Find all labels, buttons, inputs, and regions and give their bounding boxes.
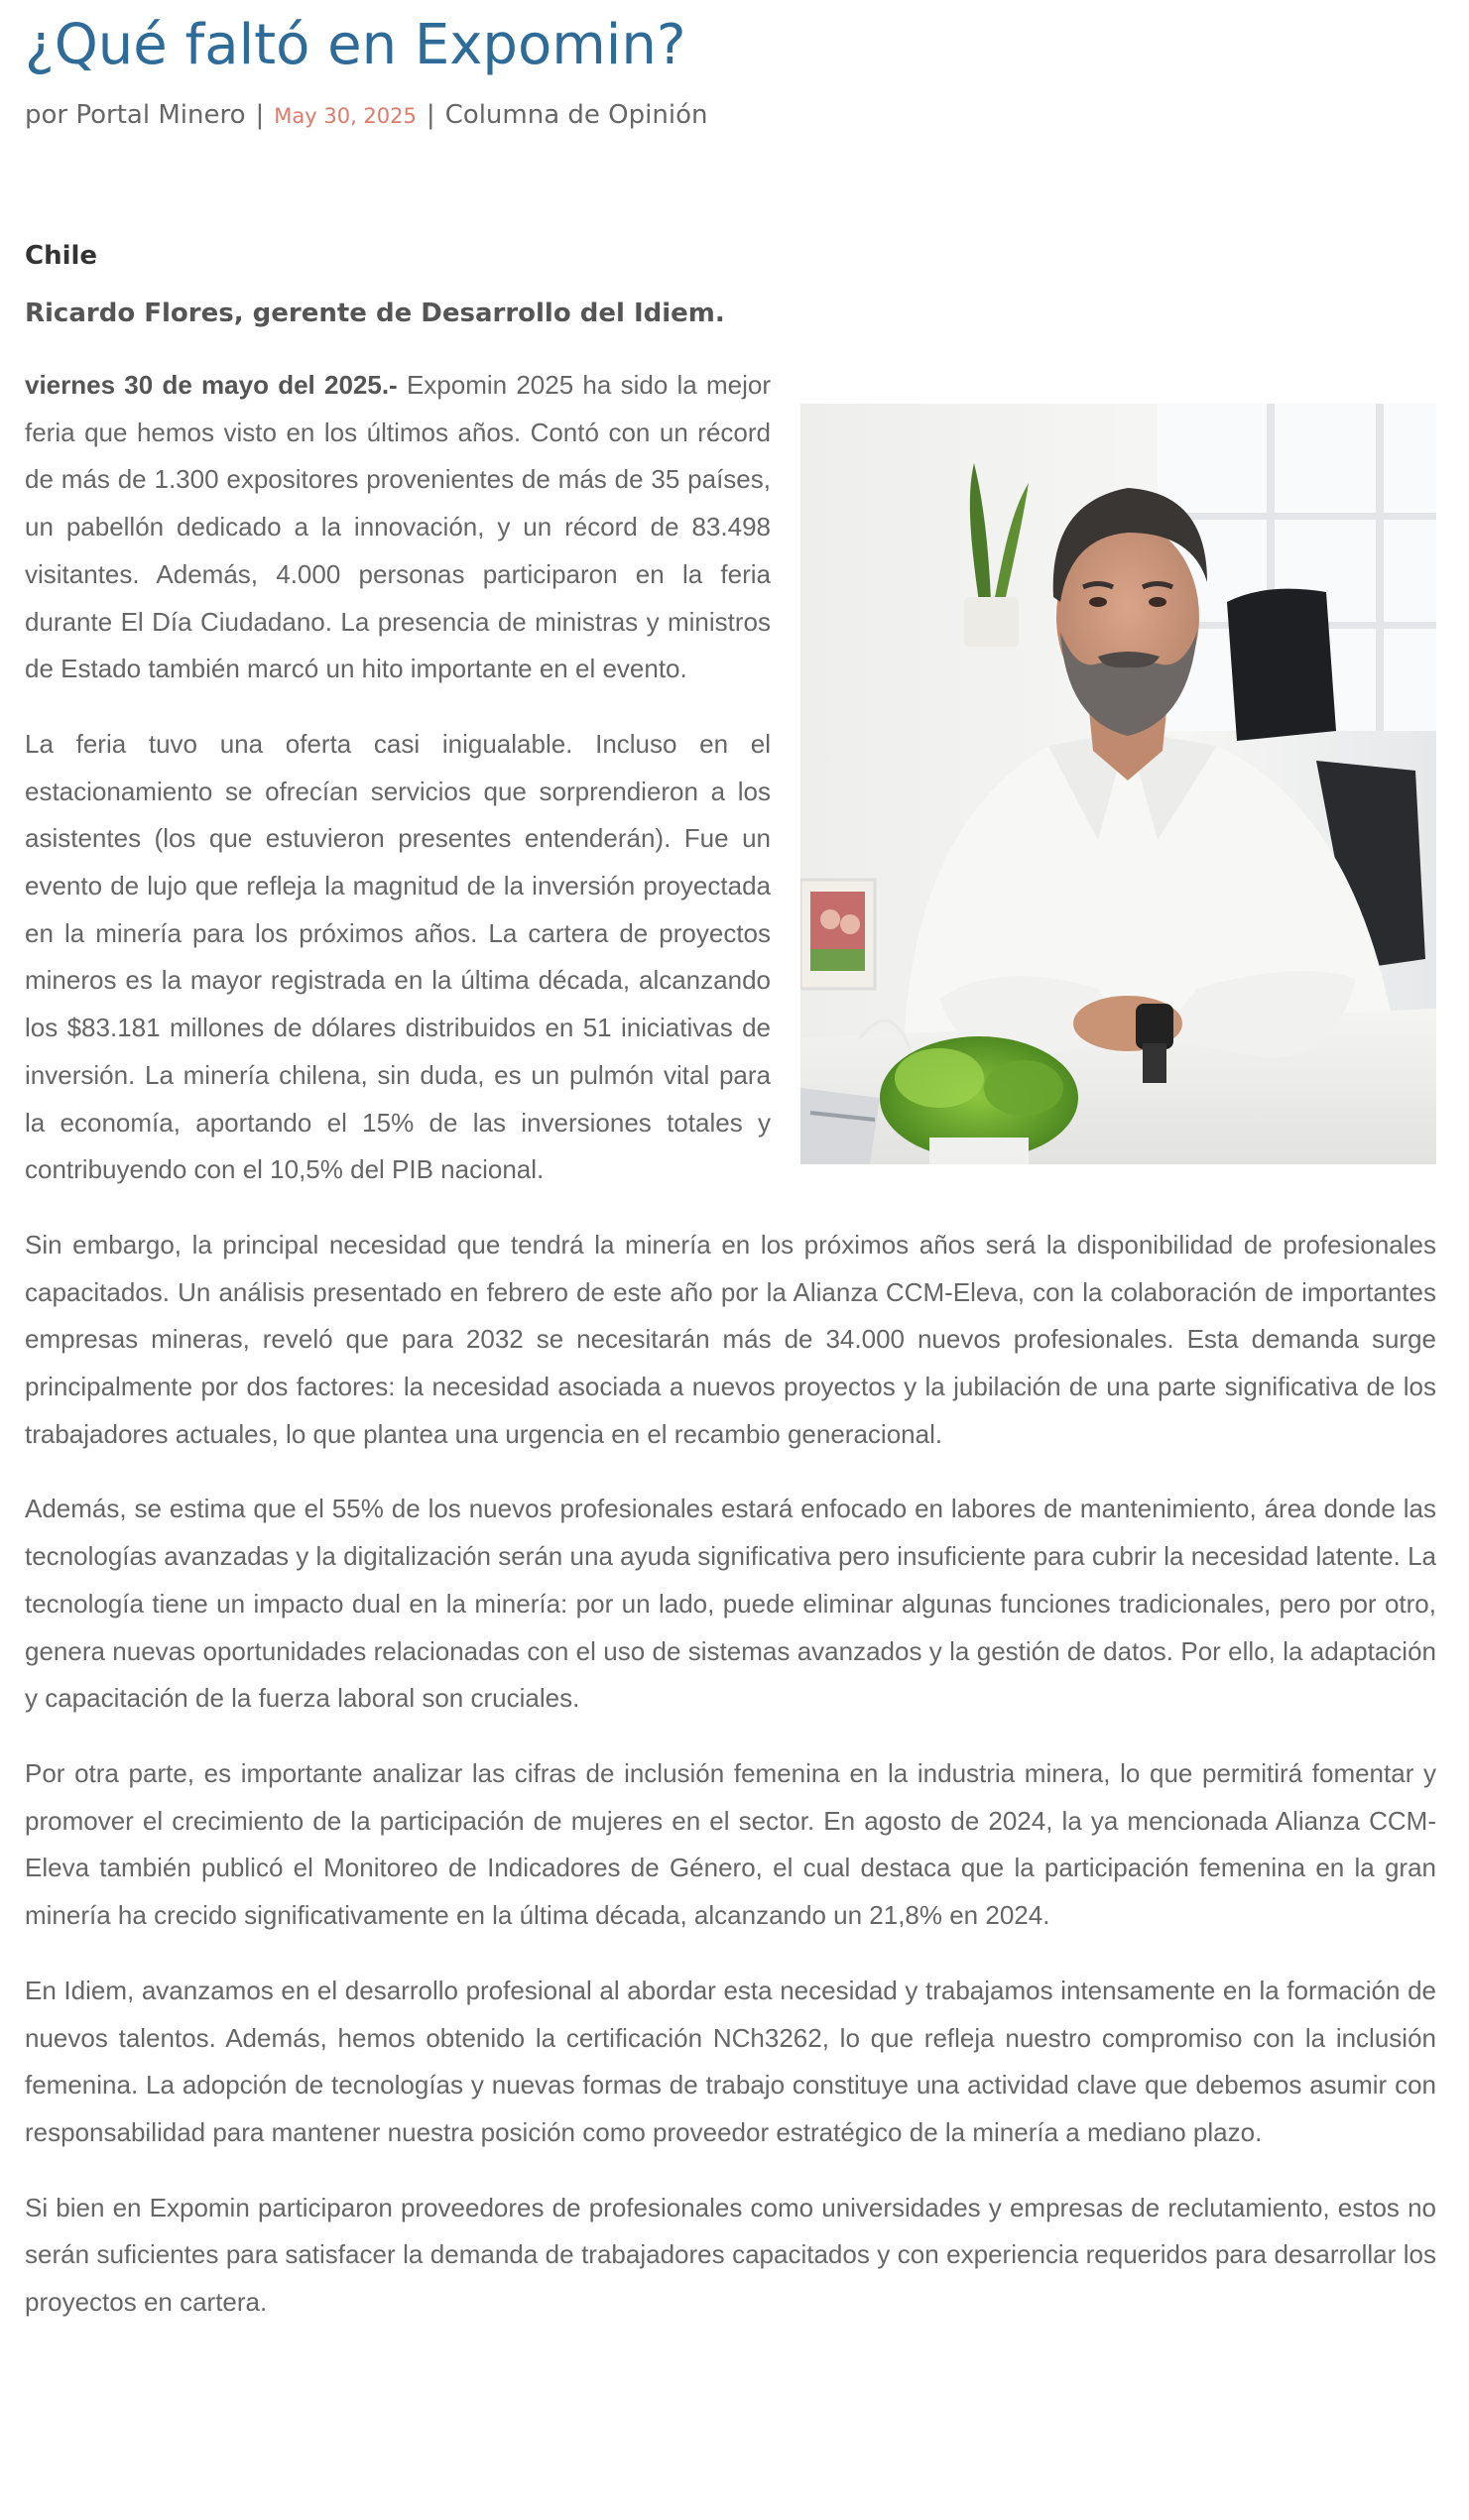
publish-date: May 30, 2025 (274, 104, 417, 128)
author-line: Ricardo Flores, gerente de Desarrollo del Idiem. (25, 299, 725, 328)
paragraph-6: En Idiem, avanzamos en el desarrollo profesional al abordar esta necesidad y trabajamos intensamente en la formación de nuevos talentos. Además, hemos obtenido la certificación NCh3262, lo que refleja nuestro compromiso con la inclusión femenina. La adopción de tecnologías y nuevas formas de trabajo constituye una actividad clave que debemos asumir con responsabilidad para mantener nuestra posición como proveedor estratégico de la minería a mediano plazo. (25, 1975, 1436, 2147)
country-label: Chile (25, 241, 98, 271)
article-title: ¿Qué faltó en Expomin? (25, 13, 686, 77)
article-meta (25, 95, 707, 136)
category-link[interactable]: Columna de Opinión (444, 100, 708, 130)
paragraph-text: Expomin 2025 ha sido la mejor feria que hemos visto en los últimos años. Contó con un récord de más de 1.300 expositores provenientes de más de 35 países, un pabellón dedicado a la innovación, y un récord de 83.498 visitantes. Además, 4.000 personas participaron en la feria durante El Día Ciudadano. La presencia de ministras y ministros de Estado también marcó un hito importante en el evento. (25, 370, 771, 684)
paragraph-5: Por otra parte, es importante analizar las cifras de inclusión femenina en la industria minera, lo que permitirá fomentar y promover el crecimiento de la participación de mujeres en el sector. En agosto de 2024, la ya mencionada Alianza CCM-Eleva también publicó el Monitoreo de Indicadores de Género, el cual destaca que la participación femenina en la gran minería ha crecido significativamente en la última década, alcanzando un 21,8% en 2024. (25, 1757, 1436, 1931)
dateline: viernes 30 de mayo del 2025.- (25, 370, 398, 400)
article-body (25, 362, 1436, 2354)
paragraph-7: Si bien en Expomin participaron proveedores de profesionales como universidades y empresas de reclutamiento, estos no serán suficientes para satisfacer la demanda de trabajadores capacitados y con experiencia requeridos para desarrollar los proyectos en cartera. (25, 2192, 1436, 2318)
meta-separator: | (255, 100, 265, 130)
author-photo (800, 404, 1436, 1164)
meta-separator: | (426, 100, 435, 130)
byline[interactable]: por Portal Minero (25, 100, 246, 130)
paragraph-4: Además, se estima que el 55% de los nuevos profesionales estará enfocado en labores de mantenimiento, área donde las tecnologías avanzadas y la digitalización serán una ayuda significativa pero insuficiente para cubrir la necesidad latente. La tecnología tiene un impacto dual en la minería: por un lado, puede eliminar algunas funciones tradicionales, pero por otro, genera nuevas oportunidades relacionadas con el uso de sistemas avanzados y la gestión de datos. Por ello, la adaptación y capacitación de la fuerza laboral son cruciales. (25, 1494, 1436, 1714)
portrait-image (800, 404, 1436, 1164)
paragraph-3: Sin embargo, la principal necesidad que tendrá la minería en los próximos años será la disponibilidad de profesionales capacitados. Un análisis presentado en febrero de este año por la Alianza CCM-Eleva, con la colaboración de importantes empresas mineras, reveló que para 2032 se necesitarán más de 34.000 nuevos profesionales. Esta demanda surge principalmente por dos factores: la necesidad asociada a nuevos proyectos y la jubilación de una parte significativa de los trabajadores actuales, lo que plantea una urgencia en el recambio generacional. (25, 1229, 1436, 1449)
paragraph-2: La feria tuvo una oferta casi inigualable. Incluso en el estacionamiento se ofrecían servicios que sorprendieron a los asistentes (los que estuvieron presentes entenderán). Fue un evento de lujo que refleja la magnitud de la inversión proyectada en la minería para los próximos años. La cartera de proyectos mineros es la mayor registrada en la última década, alcanzando los $83.181 millones de dólares distribuidos en 51 iniciativas de inversión. La minería chilena, sin duda, es un pulmón vital para la economía, aportando el 15% de las inversiones totales y contribuyendo con el 10,5% del PIB nacional. (25, 728, 771, 1185)
